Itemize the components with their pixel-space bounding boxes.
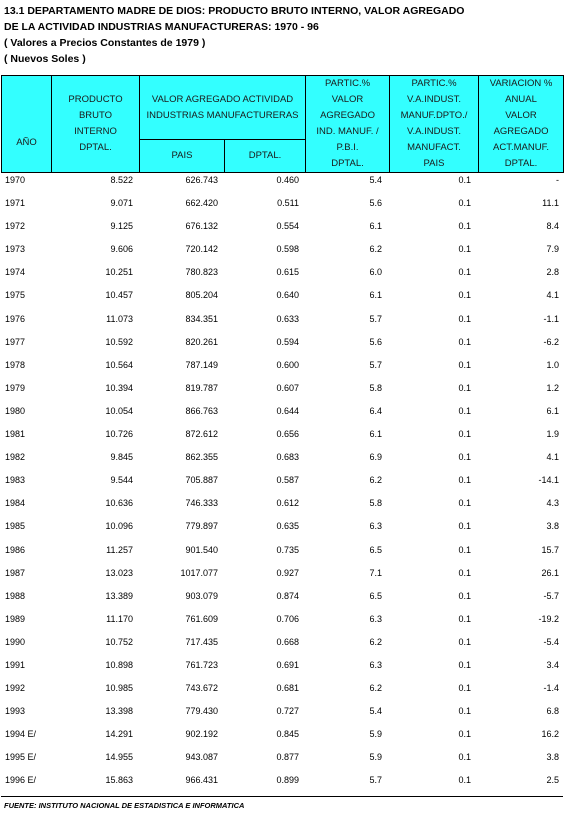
table-row bbox=[0, 625, 565, 648]
cell-variacion: 1.9 bbox=[546, 429, 559, 440]
cell-pbi-dptal: 11.073 bbox=[106, 313, 133, 324]
header-partic1-line: DPTAL. bbox=[331, 158, 364, 169]
cell-partic-vab-pbi: 5.7 bbox=[369, 313, 382, 324]
table-row bbox=[0, 533, 565, 556]
cell-va-dptal: 0.668 bbox=[276, 636, 299, 647]
cell-partic-dpto-pais: 0.1 bbox=[458, 636, 471, 647]
cell-year: 1979 bbox=[5, 382, 26, 393]
cell-va-pais: 779.897 bbox=[185, 521, 218, 532]
table-row bbox=[0, 348, 565, 371]
cell-pbi-dptal: 13.023 bbox=[105, 567, 133, 578]
cell-year: 1992 bbox=[5, 683, 26, 694]
cell-partic-dpto-pais: 0.1 bbox=[458, 775, 471, 786]
cell-year: 1988 bbox=[5, 590, 26, 601]
table-row bbox=[0, 509, 565, 532]
cell-year: 1975 bbox=[5, 290, 26, 301]
cell-pbi-dptal: 10.985 bbox=[105, 683, 133, 694]
cell-partic-dpto-pais: 0.1 bbox=[458, 659, 471, 670]
cell-variacion: -14.1 bbox=[538, 475, 559, 486]
cell-va-dptal: 0.899 bbox=[276, 775, 299, 786]
cell-variacion: 2.8 bbox=[546, 267, 559, 278]
cell-partic-dpto-pais: 0.1 bbox=[458, 359, 471, 370]
cell-partic-vab-pbi: 6.2 bbox=[369, 636, 382, 647]
report-title bbox=[4, 3, 464, 67]
cell-variacion: 4.1 bbox=[546, 452, 559, 463]
cell-pbi-dptal: 10.096 bbox=[105, 521, 133, 532]
cell-partic-vab-pbi: 6.2 bbox=[369, 244, 382, 255]
table-row bbox=[0, 302, 565, 325]
cell-year: 1981 bbox=[5, 429, 26, 440]
cell-va-dptal: 0.735 bbox=[276, 544, 299, 555]
cell-partic-dpto-pais: 0.1 bbox=[458, 336, 471, 347]
cell-variacion: 26.1 bbox=[541, 567, 559, 578]
cell-pbi-dptal: 15.863 bbox=[105, 775, 133, 786]
cell-partic-vab-pbi: 5.6 bbox=[369, 336, 382, 347]
cell-va-pais: 787.149 bbox=[185, 359, 218, 370]
cell-partic-vab-pbi: 6.9 bbox=[369, 452, 382, 463]
cell-partic-vab-pbi: 6.1 bbox=[369, 290, 382, 301]
table-row bbox=[0, 763, 565, 786]
table-row bbox=[0, 579, 565, 602]
cell-va-pais: 866.763 bbox=[185, 405, 218, 416]
cell-va-pais: 761.723 bbox=[185, 659, 218, 670]
cell-variacion: 3.4 bbox=[546, 659, 559, 670]
cell-va-dptal: 0.681 bbox=[276, 683, 299, 694]
cell-variacion: -5.7 bbox=[543, 590, 559, 601]
table-header bbox=[1, 75, 564, 173]
cell-pbi-dptal: 13.398 bbox=[105, 706, 133, 717]
cell-partic-vab-pbi: 5.6 bbox=[369, 198, 382, 209]
cell-va-pais: 746.333 bbox=[185, 498, 218, 509]
cell-va-pais: 819.787 bbox=[185, 382, 218, 393]
cell-year: 1971 bbox=[5, 198, 26, 209]
cell-va-dptal: 0.874 bbox=[276, 590, 299, 601]
cell-partic-vab-pbi: 6.5 bbox=[369, 590, 382, 601]
header-partic1-line: IND. MANUF. / bbox=[316, 126, 379, 137]
cell-partic-vab-pbi: 6.2 bbox=[369, 475, 382, 486]
table-row bbox=[0, 163, 565, 186]
cell-va-pais: 901.540 bbox=[185, 544, 218, 555]
cell-variacion: -1.1 bbox=[543, 313, 559, 324]
table-row bbox=[0, 371, 565, 394]
cell-va-dptal: 0.635 bbox=[276, 521, 299, 532]
cell-va-pais: 761.609 bbox=[185, 613, 218, 624]
cell-variacion: 3.8 bbox=[546, 521, 559, 532]
title-line-1: 13.1 DEPARTAMENTO MADRE DE DIOS: PRODUCTO BRUTO INTERNO, VALOR AGREGADO bbox=[4, 5, 465, 17]
header-partic1-line: P.B.I. bbox=[336, 142, 359, 153]
cell-partic-vab-pbi: 6.3 bbox=[369, 613, 382, 624]
cell-pbi-dptal: 10.054 bbox=[105, 405, 133, 416]
header-partic1-line: PARTIC.% bbox=[324, 78, 371, 89]
table-row bbox=[0, 463, 565, 486]
header-partic1-line: AGREGADO bbox=[320, 110, 375, 121]
cell-partic-dpto-pais: 0.1 bbox=[458, 198, 471, 209]
cell-va-dptal: 0.683 bbox=[276, 452, 299, 463]
cell-partic-dpto-pais: 0.1 bbox=[458, 590, 471, 601]
cell-va-dptal: 0.600 bbox=[276, 359, 299, 370]
cell-year: 1974 bbox=[5, 267, 26, 278]
cell-va-pais: 805.204 bbox=[185, 290, 218, 301]
header-partic2-line: V.A.INDUST. bbox=[407, 94, 462, 105]
cell-year: 1972 bbox=[5, 221, 26, 232]
cell-va-pais: 717.435 bbox=[185, 636, 218, 647]
cell-partic-vab-pbi: 5.8 bbox=[369, 382, 382, 393]
cell-va-pais: 902.192 bbox=[185, 729, 218, 740]
cell-pbi-dptal: 10.726 bbox=[105, 429, 133, 440]
header-partic2-line: PARTIC.% bbox=[411, 78, 457, 89]
cell-pbi-dptal: 10.898 bbox=[105, 659, 133, 670]
header-partic2-line: MANUFACT. bbox=[407, 142, 461, 153]
table-row bbox=[0, 602, 565, 625]
header-variacion-line: AGREGADO bbox=[493, 126, 549, 137]
cell-va-pais: 676.132 bbox=[185, 221, 218, 232]
cell-va-dptal: 0.607 bbox=[276, 382, 299, 393]
cell-variacion: 8.4 bbox=[546, 221, 559, 232]
cell-variacion: 15.7 bbox=[541, 544, 559, 555]
cell-variacion: -6.2 bbox=[543, 336, 559, 347]
table-row bbox=[0, 556, 565, 579]
cell-partic-vab-pbi: 7.1 bbox=[369, 567, 382, 578]
cell-partic-dpto-pais: 0.1 bbox=[458, 613, 471, 624]
cell-partic-vab-pbi: 6.4 bbox=[369, 405, 382, 416]
cell-partic-dpto-pais: 0.1 bbox=[458, 752, 471, 763]
cell-variacion: 1.2 bbox=[546, 382, 559, 393]
cell-partic-dpto-pais: 0.1 bbox=[458, 683, 471, 694]
cell-partic-dpto-pais: 0.1 bbox=[458, 452, 471, 463]
cell-partic-vab-pbi: 5.4 bbox=[369, 706, 382, 717]
title-line-3: ( Valores a Precios Constantes de 1979 ) bbox=[4, 37, 206, 49]
cell-year: 1991 bbox=[5, 659, 26, 670]
cell-pbi-dptal: 8.522 bbox=[110, 175, 133, 185]
cell-va-dptal: 0.587 bbox=[276, 475, 299, 486]
cell-partic-dpto-pais: 0.1 bbox=[458, 706, 471, 717]
cell-year: 1983 bbox=[5, 475, 26, 486]
cell-partic-dpto-pais: 0.1 bbox=[458, 429, 471, 440]
cell-variacion: 6.8 bbox=[546, 706, 559, 717]
cell-year: 1987 bbox=[5, 567, 26, 578]
cell-partic-dpto-pais: 0.1 bbox=[458, 267, 471, 278]
cell-partic-dpto-pais: 0.1 bbox=[458, 729, 471, 740]
cell-pbi-dptal: 9.544 bbox=[110, 475, 133, 486]
cell-pbi-dptal: 14.291 bbox=[105, 729, 133, 740]
header-partic-vab-pbi bbox=[306, 76, 390, 173]
cell-year: 1982 bbox=[5, 452, 26, 463]
cell-variacion: 6.1 bbox=[546, 405, 559, 416]
cell-partic-vab-pbi: 6.1 bbox=[369, 221, 382, 232]
cell-year: 1980 bbox=[5, 405, 26, 416]
header-variacion-line: DPTAL. bbox=[504, 158, 538, 169]
header-partic2-line: V.A.INDUST. bbox=[407, 126, 462, 137]
table-row bbox=[0, 232, 565, 255]
cell-partic-dpto-pais: 0.1 bbox=[458, 475, 471, 486]
table-row bbox=[0, 394, 565, 417]
cell-year: 1993 bbox=[5, 706, 26, 717]
table-row bbox=[0, 648, 565, 671]
cell-year: 1989 bbox=[5, 613, 26, 624]
cell-pbi-dptal: 10.752 bbox=[105, 636, 133, 647]
cell-variacion: -1.4 bbox=[543, 683, 559, 694]
cell-va-pais: 720.142 bbox=[185, 244, 218, 255]
table-row bbox=[0, 740, 565, 763]
header-pbi-line: BRUTO bbox=[78, 110, 113, 121]
cell-variacion: 2.5 bbox=[546, 775, 559, 786]
cell-year: 1990 bbox=[5, 636, 26, 647]
cell-variacion: 1.0 bbox=[546, 359, 559, 370]
cell-va-pais: 662.420 bbox=[185, 198, 218, 209]
header-valor-agregado bbox=[140, 76, 306, 140]
cell-va-pais: 943.087 bbox=[185, 752, 218, 763]
cell-partic-dpto-pais: 0.1 bbox=[458, 498, 471, 509]
header-dptal: DPTAL. bbox=[225, 140, 306, 173]
cell-pbi-dptal: 10.394 bbox=[105, 382, 133, 393]
header-pbi-line: INTERNO bbox=[74, 126, 117, 137]
cell-va-dptal: 0.598 bbox=[276, 244, 299, 255]
cell-partic-dpto-pais: 0.1 bbox=[458, 544, 471, 555]
cell-va-dptal: 0.927 bbox=[276, 567, 299, 578]
table-row bbox=[0, 186, 565, 209]
cell-year: 1973 bbox=[5, 244, 26, 255]
header-pais: PAIS bbox=[140, 140, 225, 173]
cell-variacion: 7.9 bbox=[546, 244, 559, 255]
table-row bbox=[0, 717, 565, 740]
cell-va-pais: 872.612 bbox=[185, 429, 218, 440]
cell-va-pais: 820.261 bbox=[185, 336, 218, 347]
cell-va-pais: 834.351 bbox=[185, 313, 218, 324]
cell-pbi-dptal: 10.636 bbox=[105, 498, 133, 509]
header-pbi bbox=[52, 76, 140, 173]
table-row bbox=[0, 671, 565, 694]
header-pbi-line: PRODUCTO bbox=[68, 94, 123, 105]
cell-va-pais: 779.430 bbox=[185, 706, 218, 717]
cell-variacion: 4.1 bbox=[546, 290, 559, 301]
cell-va-dptal: 0.554 bbox=[276, 221, 299, 232]
cell-partic-dpto-pais: 0.1 bbox=[458, 290, 471, 301]
table-body bbox=[0, 163, 565, 787]
header-partic-dpto-pais bbox=[390, 76, 479, 173]
cell-pbi-dptal: 10.251 bbox=[105, 267, 133, 278]
table-row bbox=[0, 255, 565, 278]
cell-partic-dpto-pais: 0.1 bbox=[458, 521, 471, 532]
cell-partic-vab-pbi: 5.9 bbox=[369, 752, 382, 763]
cell-variacion: - bbox=[556, 175, 559, 185]
cell-partic-vab-pbi: 6.3 bbox=[369, 659, 382, 670]
header-partic2-line: MANUF.DPTO./ bbox=[400, 110, 468, 121]
cell-year: 1995 E/ bbox=[5, 752, 37, 763]
cell-partic-dpto-pais: 0.1 bbox=[458, 175, 471, 185]
cell-variacion: -5.4 bbox=[543, 636, 559, 647]
cell-va-pais: 966.431 bbox=[185, 775, 218, 786]
cell-va-pais: 1017.077 bbox=[180, 567, 218, 578]
cell-partic-dpto-pais: 0.1 bbox=[458, 382, 471, 393]
cell-pbi-dptal: 11.170 bbox=[106, 613, 133, 624]
cell-va-dptal: 0.612 bbox=[276, 498, 299, 509]
cell-va-pais: 705.887 bbox=[185, 475, 218, 486]
cell-va-dptal: 0.633 bbox=[276, 313, 299, 324]
table-row bbox=[0, 209, 565, 232]
cell-variacion: -19.2 bbox=[538, 613, 559, 624]
cell-partic-dpto-pais: 0.1 bbox=[458, 313, 471, 324]
header-va-line: VALOR AGREGADO ACTIVIDAD bbox=[151, 93, 294, 105]
cell-partic-dpto-pais: 0.1 bbox=[458, 567, 471, 578]
cell-year: 1970 bbox=[5, 175, 26, 185]
cell-va-dptal: 0.594 bbox=[276, 336, 299, 347]
table-row bbox=[0, 325, 565, 348]
cell-pbi-dptal: 10.592 bbox=[105, 336, 133, 347]
cell-year: 1994 E/ bbox=[5, 729, 37, 740]
cell-variacion: 4.3 bbox=[546, 498, 559, 509]
cell-partic-vab-pbi: 5.4 bbox=[369, 175, 382, 185]
table-row bbox=[0, 417, 565, 440]
cell-va-pais: 903.079 bbox=[185, 590, 218, 601]
cell-va-dptal: 0.845 bbox=[276, 729, 299, 740]
cell-year: 1978 bbox=[5, 359, 26, 370]
header-variacion-line: VARIACION % bbox=[489, 78, 553, 89]
table-row bbox=[0, 278, 565, 301]
cell-partic-vab-pbi: 5.9 bbox=[369, 729, 382, 740]
cell-year: 1985 bbox=[5, 521, 26, 532]
cell-va-dptal: 0.460 bbox=[276, 175, 299, 185]
source-note: FUENTE: INSTITUTO NACIONAL DE ESTADISTICA E INFORMATICA bbox=[4, 801, 245, 810]
cell-pbi-dptal: 9.071 bbox=[110, 198, 133, 209]
header-partic1-line: VALOR bbox=[331, 94, 364, 105]
cell-pbi-dptal: 13.389 bbox=[105, 590, 133, 601]
cell-va-dptal: 0.877 bbox=[276, 752, 299, 763]
cell-va-pais: 780.823 bbox=[185, 267, 218, 278]
cell-year: 1984 bbox=[5, 498, 26, 509]
cell-partic-vab-pbi: 6.2 bbox=[369, 683, 382, 694]
cell-va-pais: 626.743 bbox=[185, 175, 218, 185]
cell-pbi-dptal: 14.955 bbox=[105, 752, 133, 763]
cell-pbi-dptal: 10.457 bbox=[105, 290, 133, 301]
cell-va-dptal: 0.656 bbox=[276, 429, 299, 440]
header-pbi-line: DPTAL. bbox=[79, 142, 112, 153]
cell-va-dptal: 0.615 bbox=[276, 267, 299, 278]
footer-divider bbox=[1, 796, 563, 797]
table-row bbox=[0, 440, 565, 463]
cell-pbi-dptal: 9.125 bbox=[110, 221, 133, 232]
cell-partic-vab-pbi: 5.7 bbox=[369, 359, 382, 370]
cell-year: 1977 bbox=[5, 336, 26, 347]
cell-pbi-dptal: 9.606 bbox=[110, 244, 133, 255]
header-variacion-line: ACT.MANUF. bbox=[493, 142, 549, 153]
cell-partic-dpto-pais: 0.1 bbox=[458, 405, 471, 416]
header-partic2-line: PAIS bbox=[423, 158, 445, 169]
cell-variacion: 3.8 bbox=[546, 752, 559, 763]
cell-year: 1976 bbox=[5, 313, 26, 324]
cell-va-pais: 743.672 bbox=[185, 683, 218, 694]
table-row bbox=[0, 694, 565, 717]
header-variacion-line: ANUAL bbox=[505, 94, 537, 105]
cell-year: 1986 bbox=[5, 544, 26, 555]
title-line-2: DE LA ACTIVIDAD INDUSTRIAS MANUFACTURERAS: 1970 - 96 bbox=[4, 21, 319, 33]
cell-va-dptal: 0.511 bbox=[277, 198, 299, 209]
header-va-line: INDUSTRIAS MANUFACTURERAS bbox=[146, 109, 299, 121]
cell-partic-vab-pbi: 6.0 bbox=[369, 267, 382, 278]
cell-pbi-dptal: 11.257 bbox=[106, 544, 133, 555]
cell-partic-vab-pbi: 6.3 bbox=[369, 521, 382, 532]
cell-variacion: 11.1 bbox=[542, 198, 559, 209]
cell-va-dptal: 0.640 bbox=[276, 290, 299, 301]
cell-va-dptal: 0.644 bbox=[276, 405, 299, 416]
cell-partic-dpto-pais: 0.1 bbox=[458, 244, 471, 255]
cell-va-pais: 862.355 bbox=[185, 452, 218, 463]
cell-partic-vab-pbi: 6.1 bbox=[369, 429, 382, 440]
header-variacion-line: VALOR bbox=[505, 110, 537, 121]
cell-partic-vab-pbi: 5.7 bbox=[369, 775, 382, 786]
cell-partic-vab-pbi: 6.5 bbox=[369, 544, 382, 555]
cell-partic-vab-pbi: 5.8 bbox=[369, 498, 382, 509]
cell-pbi-dptal: 10.564 bbox=[105, 359, 133, 370]
title-line-4: ( Nuevos Soles ) bbox=[4, 53, 86, 65]
cell-partic-dpto-pais: 0.1 bbox=[458, 221, 471, 232]
cell-pbi-dptal: 9.845 bbox=[110, 452, 133, 463]
cell-variacion: 16.2 bbox=[541, 729, 559, 740]
cell-year: 1996 E/ bbox=[5, 775, 37, 786]
header-anio-label: AÑO bbox=[16, 137, 37, 148]
table-row bbox=[0, 486, 565, 509]
header-variacion bbox=[479, 76, 564, 173]
cell-va-dptal: 0.727 bbox=[276, 706, 299, 717]
header-anio bbox=[2, 76, 52, 173]
cell-va-dptal: 0.691 bbox=[276, 659, 299, 670]
cell-va-dptal: 0.706 bbox=[276, 613, 299, 624]
